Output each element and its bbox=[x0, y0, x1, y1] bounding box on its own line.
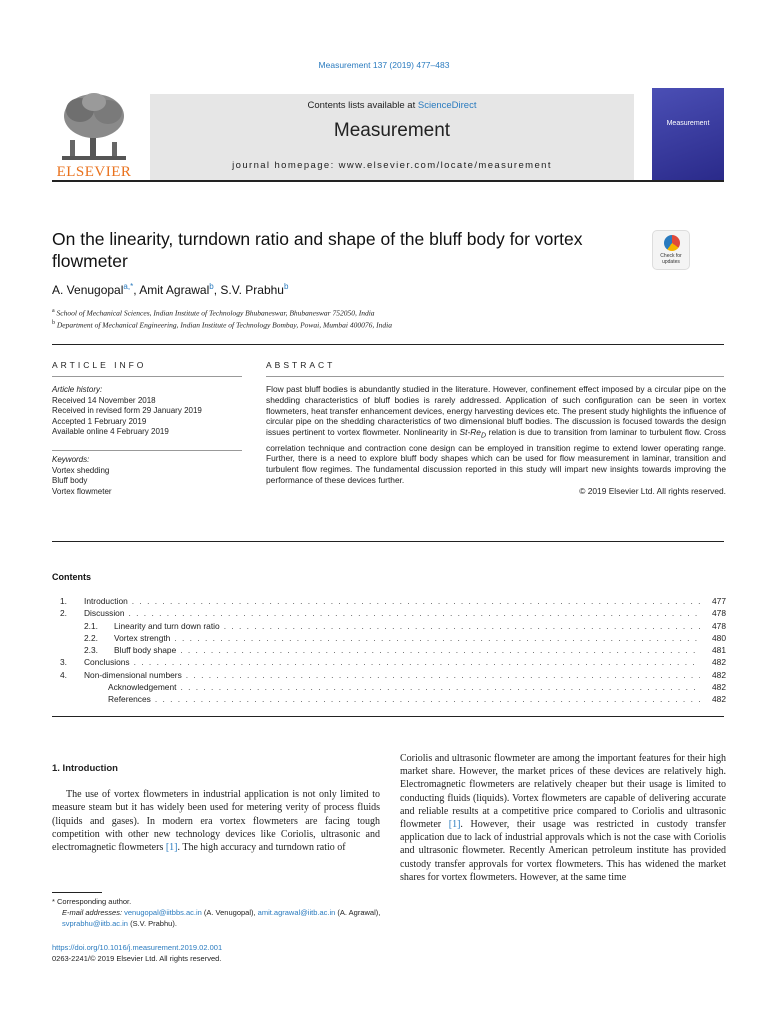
toc-number: 2.1. bbox=[84, 620, 98, 631]
toc-label[interactable]: Conclusions bbox=[84, 657, 130, 668]
toc-number: 4. bbox=[60, 669, 67, 680]
affiliation: $^b$ Department of Mechanical Engineering, Indian Institute of Technology Bombay, Powai, Mumbai 400076, India bbox=[52, 320, 392, 330]
toc-page-number[interactable]: 478 bbox=[712, 608, 726, 619]
email-link[interactable]: venugopal@iitbbs.ac.in bbox=[124, 908, 202, 917]
contents-heading: Contents bbox=[52, 572, 91, 582]
publisher-wordmark: ELSEVIER bbox=[56, 164, 132, 180]
author-name: Amit Agrawal bbox=[139, 283, 210, 297]
journal-homepage[interactable]: journal homepage: www.elsevier.com/locate/measurement bbox=[232, 160, 552, 171]
toc-entry[interactable] bbox=[60, 670, 726, 682]
doi-link[interactable]: https://doi.org/10.1016/j.measurement.2019.02.001 bbox=[52, 943, 223, 952]
footnote-divider bbox=[52, 892, 102, 893]
email-link[interactable]: svprabhu@iitb.ac.in bbox=[62, 919, 128, 928]
journal-citation[interactable]: Measurement 137 (2019) 477–483 bbox=[318, 60, 450, 70]
toc-number: 2.3. bbox=[84, 645, 98, 656]
abstract-copyright: © 2019 Elsevier Ltd. All rights reserved. bbox=[579, 485, 726, 496]
article-history: Article history: Received 14 November 2018 Received in revised form 29 January 2019 Accepted 1 February 2019 Available online 4 February 2019 bbox=[52, 385, 202, 436]
article-info-heading: ARTICLE INFO bbox=[52, 360, 147, 370]
journal-banner bbox=[150, 94, 634, 180]
toc-entry[interactable] bbox=[60, 682, 726, 694]
toc-leader-dots bbox=[129, 608, 701, 618]
toc-number: 2. bbox=[60, 608, 67, 619]
toc-page-number[interactable]: 481 bbox=[712, 645, 726, 656]
author-affiliation-marker[interactable]: b bbox=[209, 282, 214, 291]
keyword: Vortex shedding bbox=[52, 465, 110, 475]
toc-number: 2.2. bbox=[84, 632, 98, 643]
toc-page-number[interactable]: 482 bbox=[712, 694, 726, 705]
info-divider bbox=[52, 450, 242, 451]
issn-line: 0263-2241/© 2019 Elsevier Ltd. All rights reserved. bbox=[52, 954, 222, 963]
toc-leader-dots bbox=[180, 645, 700, 655]
info-divider bbox=[52, 376, 242, 377]
toc-label[interactable]: Non-dimensional numbers bbox=[84, 669, 182, 680]
sciencedirect-link[interactable]: ScienceDirect bbox=[417, 100, 477, 111]
toc-entry[interactable] bbox=[60, 645, 726, 657]
contents-availability: Contents lists available at ScienceDirect bbox=[307, 100, 477, 111]
body-column-right bbox=[400, 752, 726, 884]
toc-leader-dots bbox=[132, 596, 700, 606]
toc-label[interactable]: Bluff body shape bbox=[114, 645, 177, 656]
body-paragraph: Coriolis and ultrasonic flowmeter are among the important features for their high market share. However, the market prices of these devices are relatively high. Electromagnetic flowmeters are relatively cheaper but their usage is limited to conducting fluids (liquids). Vortex flowmeters are capable of delivering accurate and reliable results at a competitive price compared to Coriolis and ultrasonic flowmeter [1]. However, their usage was restricted in custody transfer application due to lack of industrial approvals which is not the case with Coriolis and ultrasonic flowmeter. Recently American petroleum institute has provided custody transfer approvals for vortex flowmeters. This has widened the market shares for vortex flowmeters. However, at the same time bbox=[400, 753, 726, 883]
toc-leader-dots bbox=[134, 657, 700, 667]
body-column-left bbox=[52, 760, 380, 854]
abstract-divider bbox=[266, 376, 724, 377]
section-heading: 1. Introduction bbox=[52, 763, 118, 774]
toc-number: 1. bbox=[60, 596, 67, 606]
toc-entry[interactable] bbox=[60, 633, 726, 645]
toc-label[interactable]: References bbox=[108, 694, 151, 705]
journal-name: Measurement bbox=[333, 120, 451, 141]
toc-leader-dots bbox=[180, 682, 700, 692]
toc-page-number[interactable]: 482 bbox=[712, 657, 726, 668]
reference-link[interactable]: [1] bbox=[448, 819, 461, 831]
check-for-updates-icon bbox=[664, 235, 680, 251]
journal-cover-image[interactable] bbox=[652, 88, 724, 180]
toc-entry[interactable] bbox=[60, 621, 726, 633]
toc-page-number[interactable]: 478 bbox=[712, 620, 726, 631]
author-name: S.V. Prabhu bbox=[220, 283, 284, 297]
affiliation: $^a$ School of Mechanical Sciences, Indian Institute of Technology Bhubaneswar, Bhubaneswar 752050, India bbox=[52, 308, 375, 318]
toc-label[interactable]: Vortex strength bbox=[114, 632, 171, 643]
toc-label[interactable]: Acknowledgement bbox=[108, 682, 177, 693]
toc-number: 3. bbox=[60, 657, 67, 668]
email-link[interactable]: amit.agrawal@iitb.ac.in bbox=[257, 908, 336, 917]
toc-entry[interactable] bbox=[60, 608, 726, 620]
toc-label[interactable]: Linearity and turn down ratio bbox=[114, 620, 220, 631]
toc-leader-dots bbox=[186, 670, 700, 680]
abstract-text: Flow past bluff bodies is abundantly studied in the literature. However, confinement effect imposed by a circular pipe on the shedding characteristics of bluff bodies is rarely addressed. Application of such configuration can be seen in vortex flowmeters, heat transfer enhancement devices, energy harvesting devices etc. The present study highlights the influence of circular pipe on the shedding characteristics of two dimensional bluff bodies. The discussion is focused towards the design issues pertinent to vortex flowmeter. Nonlinearity in $St-Re_D$ relation is due to transition from laminar to turbulent flow. Cross correlation technique and contraction cone design can be employed in transition regime to extend lower operating range. Further, there is a need to explore bluff body shapes which can be used for flow measurement in laminar, transition and turbulent flow regimes. The fundamental discussion reported in this study will impart new insights towards improving the performance of these devices further. © 2019 Elsevier Ltd. All rights reserved. bbox=[266, 384, 726, 496]
toc-page-number[interactable]: 480 bbox=[712, 632, 726, 643]
toc-leader-dots bbox=[174, 633, 700, 643]
toc-page-number[interactable]: 482 bbox=[712, 682, 726, 693]
reference-link[interactable]: [1] bbox=[165, 842, 178, 854]
toc-page-number[interactable]: 482 bbox=[712, 669, 726, 680]
body-paragraph: The use of vortex flowmeters in industrial application is not only limited to measure steam but it has widely been used for metering verity of process fluids (liquids and gases). In modern era vortex flowmeters are facing tough competition with other new technology devices like Coriolis, ultrasonic and electromagnetic flowmeters [1]. The high accuracy and turndown ratio of bbox=[52, 789, 380, 854]
keyword: Vortex flowmeter bbox=[52, 486, 112, 496]
check-for-updates-badge[interactable]: Check for updates bbox=[652, 230, 690, 270]
corresponding-author-footnote: * Corresponding author. E-mail addresses: venugopal@iitbbs.ac.in (A. Venugopal), amit.agrawal@iitb.ac.in (A. Agrawal), svprabhu@iitb.ac.in (S.V. Prabhu). bbox=[52, 897, 381, 928]
toc-leader-dots bbox=[224, 621, 700, 631]
table-of-contents bbox=[60, 596, 726, 707]
abstract-heading: ABSTRACT bbox=[266, 360, 336, 370]
keywords: Keywords: Vortex shedding Bluff body Vortex flowmeter bbox=[52, 455, 242, 497]
journal-masthead bbox=[52, 86, 724, 182]
section-divider bbox=[52, 344, 724, 345]
toc-entry[interactable] bbox=[60, 596, 726, 608]
toc-leader-dots bbox=[155, 694, 700, 704]
author-affiliation-marker[interactable]: a,* bbox=[123, 282, 134, 291]
author-list: A. Venugopal$^{a,*}$, Amit Agrawal$^b$, S.V. Prabhu$^b$ bbox=[52, 282, 289, 297]
section-divider bbox=[52, 716, 724, 717]
author-affiliation-marker[interactable]: b bbox=[283, 282, 289, 291]
toc-label[interactable]: Introduction bbox=[84, 596, 128, 606]
section-divider bbox=[52, 541, 724, 542]
toc-entry[interactable] bbox=[60, 694, 726, 706]
page-footer bbox=[52, 942, 382, 964]
keyword: Bluff body bbox=[52, 476, 88, 485]
cover-title: Measurement bbox=[666, 120, 710, 127]
author-name: A. Venugopal bbox=[52, 283, 124, 297]
article-title: On the linearity, turndown ratio and shape of the bluff body for vortex flowmeter bbox=[52, 229, 583, 271]
toc-label[interactable]: Discussion bbox=[84, 608, 125, 619]
toc-entry[interactable] bbox=[60, 657, 726, 669]
toc-page-number[interactable]: 477 bbox=[712, 596, 726, 606]
